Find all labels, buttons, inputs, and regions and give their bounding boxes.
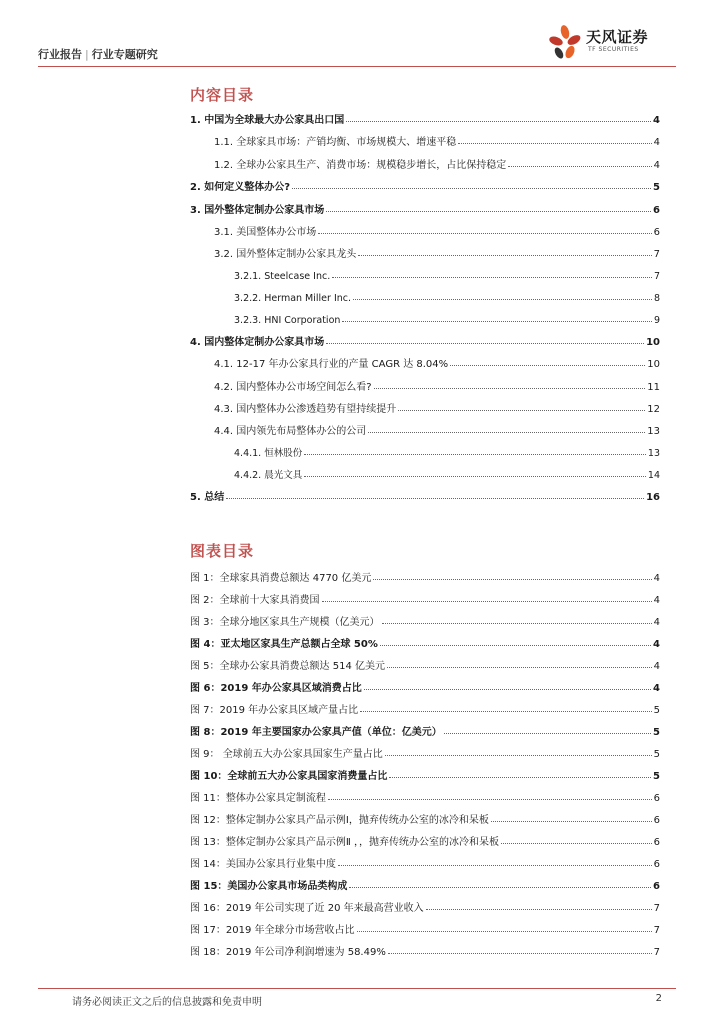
- figure-item[interactable]: 图 11：整体办公家具定制流程 6: [190, 793, 660, 804]
- toc-item[interactable]: 2. 如何定义整体办公? 5: [190, 182, 660, 193]
- logo-text-cn: 天风证券: [586, 28, 649, 46]
- logo-text-en: TF SECURITIES: [588, 46, 639, 53]
- report-category: [38, 46, 158, 62]
- figure-item[interactable]: 图 12：整体定制办公家具产品示例Ⅰ，抛弃传统办公室的冰冷和呆板 6: [190, 815, 660, 826]
- page-number: 2: [655, 993, 662, 1004]
- figure-item[interactable]: 图 10：全球前五大办公家具国家消费量占比 5: [190, 771, 660, 782]
- toc-title: 内容目录: [190, 86, 255, 104]
- footer-divider: [38, 988, 676, 989]
- logo-petals-icon: [546, 24, 584, 62]
- figure-item[interactable]: 图 18：2019 年公司净利润增速为 58.49% 7: [190, 947, 660, 958]
- toc-item[interactable]: 3. 国外整体定制办公家具市场 6: [190, 205, 660, 216]
- page-header: [38, 28, 676, 66]
- toc-item[interactable]: 3.2.2. Herman Miller Inc. 8: [234, 293, 660, 304]
- figure-item[interactable]: 图 4：亚太地区家具生产总额占全球 50% 4: [190, 639, 660, 650]
- toc-item[interactable]: 4.2. 国内整体办公市场空间怎么看? 11: [214, 382, 660, 393]
- company-logo: [546, 24, 676, 64]
- footer-disclaimer[interactable]: 请务必阅读正文之后的信息披露和免责申明: [72, 997, 262, 1008]
- toc-item[interactable]: 1. 中国为全球最大办公家具出口国 4: [190, 115, 660, 126]
- toc-item[interactable]: 4.4.1. 恒林股份 13: [234, 448, 660, 459]
- figure-item[interactable]: 图 16：2019 年公司实现了近 20 年来最高营业收入 7: [190, 903, 660, 914]
- figure-item[interactable]: 图 3：全球分地区家具生产规模（亿美元） 4: [190, 617, 660, 628]
- toc-item[interactable]: 4.4.2. 晨光文具 14: [234, 470, 660, 481]
- toc-item[interactable]: 3.1. 美国整体办公市场 6: [214, 227, 660, 238]
- toc-item[interactable]: 4.3. 国内整体办公渗透趋势有望持续提升 12: [214, 404, 660, 415]
- figure-item[interactable]: 图 7：2019 年办公家具区域产量占比 5: [190, 705, 660, 716]
- figure-item[interactable]: 图 2：全球前十大家具消费国 4: [190, 595, 660, 606]
- figure-item[interactable]: 图 1：全球家具消费总额达 4770 亿美元 4: [190, 573, 660, 584]
- figure-item[interactable]: 图 15：美国办公家具市场品类构成 6: [190, 881, 660, 892]
- toc-item[interactable]: 3.2.1. Steelcase Inc. 7: [234, 271, 660, 282]
- header-divider: [38, 66, 676, 67]
- toc-item[interactable]: 1.2. 全球办公家具生产、消费市场：规模稳步增长，占比保持稳定 4: [214, 160, 660, 171]
- toc-item[interactable]: 1.1. 全球家具市场：产销均衡、市场规模大、增速平稳 4: [214, 137, 660, 148]
- figure-item[interactable]: 图 6：2019 年办公家具区域消费占比 4: [190, 683, 660, 694]
- header-separator: |: [85, 48, 89, 61]
- toc-item[interactable]: 4. 国内整体定制办公家具市场 10: [190, 337, 660, 348]
- toc-item[interactable]: 3.2.3. HNI Corporation 9: [234, 315, 660, 326]
- toc-item[interactable]: 4.1. 12-17 年办公家具行业的产量 CAGR 达 8.04% 10: [214, 359, 660, 370]
- toc-item[interactable]: 5. 总结 16: [190, 492, 660, 503]
- category-label: 行业报告: [38, 48, 82, 61]
- subcategory-label: 行业专题研究: [91, 48, 158, 61]
- figure-item[interactable]: 图 13：整体定制办公家具产品示例Ⅱ ，，抛弃传统办公室的冰冷和呆板 6: [190, 837, 660, 848]
- figure-item[interactable]: 图 14：美国办公家具行业集中度 6: [190, 859, 660, 870]
- figure-item[interactable]: 图 8：2019 年主要国家办公家具产值（单位：亿美元） 5: [190, 727, 660, 738]
- toc-item[interactable]: 4.4. 国内领先布局整体办公的公司 13: [214, 426, 660, 437]
- toc-item[interactable]: 3.2. 国外整体定制办公家具龙头 7: [214, 249, 660, 260]
- figure-item[interactable]: 图 5：全球办公家具消费总额达 514 亿美元 4: [190, 661, 660, 672]
- figure-item[interactable]: 图 17：2019 年全球分市场营收占比 7: [190, 925, 660, 936]
- figure-item[interactable]: 图 9： 全球前五大办公家具国家生产量占比 5: [190, 749, 660, 760]
- figures-title: 图表目录: [190, 542, 255, 560]
